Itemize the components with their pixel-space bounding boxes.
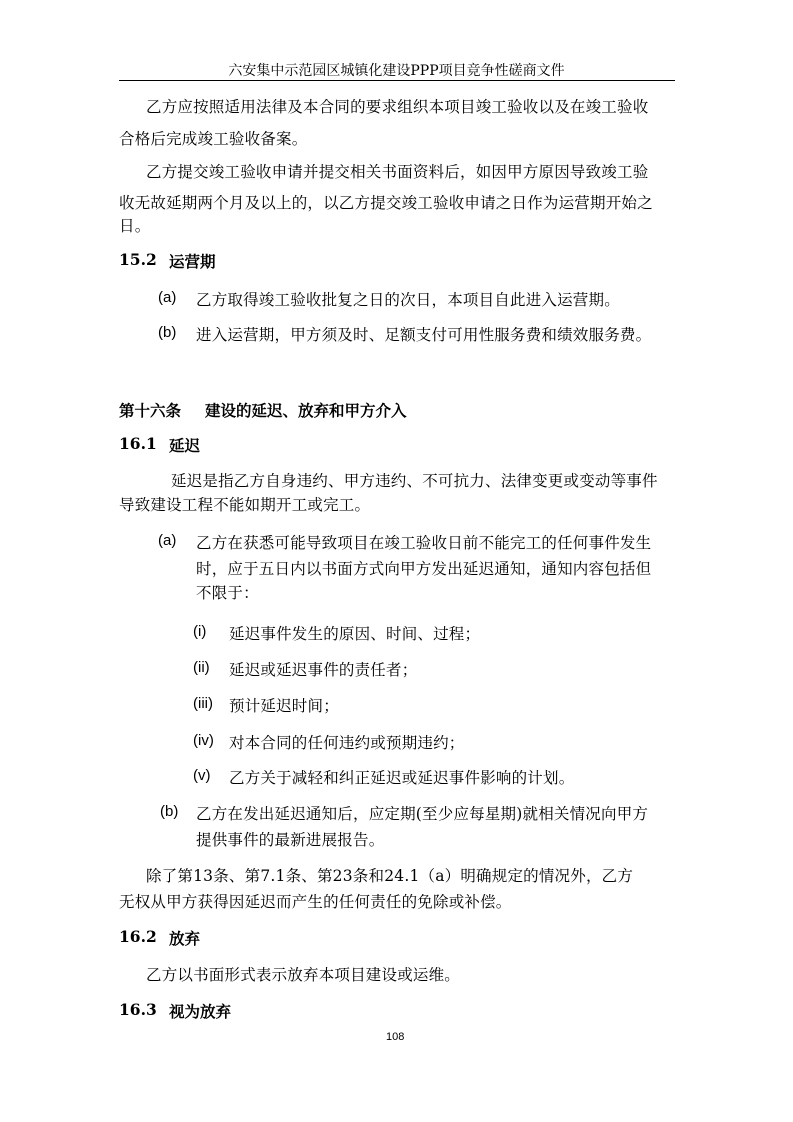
- section-title: 延迟: [169, 436, 201, 455]
- paragraph-line: 日。: [119, 217, 151, 235]
- list-item-text: 进入运营期，甲方须及时、足额支付可用性服务费和绩效服务费。: [196, 326, 652, 344]
- list-item-text: 延迟或延迟事件的责任者；: [229, 661, 418, 679]
- paragraph-line: 合格后完成竣工验收备案。: [119, 130, 308, 148]
- list-item-text: 乙方关于减轻和纠正延迟或延迟事件影响的计划。: [229, 769, 575, 787]
- paragraph-line: 乙方提交竣工验收申请并提交相关书面资料后，如因甲方原因导致竣工验: [146, 163, 649, 181]
- list-label: (iv): [193, 732, 214, 749]
- list-item-text: 提供事件的最新进展报告。: [196, 831, 385, 849]
- article-title: 建设的延迟、放弃和甲方介入: [205, 401, 407, 420]
- paragraph-line: 延迟是指乙方自身违约、甲方违约、不可抗力、法律变更或变动等事件: [171, 472, 658, 490]
- section-title: 放弃: [169, 929, 201, 948]
- paragraph-line: 导致建设工程不能如期开工或完工。: [119, 496, 371, 514]
- paragraph-line: 收无故延期两个月及以上的，以乙方提交竣工验收申请之日作为运营期开始之: [119, 194, 653, 212]
- list-label: (v): [193, 767, 211, 784]
- list-item-text: 预计延迟时间；: [229, 697, 339, 715]
- list-label: (iii): [193, 695, 213, 712]
- section-title: 视为放弃: [169, 1002, 232, 1021]
- section-number: 16.3: [119, 1000, 157, 1019]
- list-item-text: 延迟事件发生的原因、时间、过程；: [229, 625, 481, 643]
- section-number: 16.1: [119, 434, 157, 453]
- list-item-text: 对本合同的任何违约或预期违约；: [229, 734, 465, 752]
- page-number: 108: [386, 1031, 405, 1043]
- list-item-text: 乙方取得竣工验收批复之日的次日，本项目自此进入运营期。: [196, 291, 620, 309]
- list-item-text: 不限于：: [196, 584, 259, 602]
- article-number: 第十六条: [119, 401, 182, 420]
- paragraph-line: 乙方应按照适用法律及本合同的要求组织本项目竣工验收以及在竣工验收: [146, 98, 649, 116]
- paragraph-line: 乙方以书面形式表示放弃本项目建设或运维。: [146, 966, 461, 984]
- list-label: (a): [158, 289, 177, 306]
- list-label: (a): [158, 532, 177, 549]
- section-title: 运营期: [169, 252, 216, 271]
- section-number: 16.2: [119, 927, 157, 946]
- list-label: (ii): [193, 659, 210, 676]
- list-item-text: 时，应于五日内以书面方式向甲方发出延迟通知，通知内容包括但: [196, 560, 652, 578]
- list-label: (i): [193, 623, 207, 640]
- list-label: (b): [160, 803, 179, 820]
- list-item-text: 乙方在发出延迟通知后，应定期(至少应每星期)就相关情况向甲方: [196, 805, 649, 823]
- list-label: (b): [158, 324, 177, 341]
- page-header-title: 六安集中示范园区城镇化建设PPP项目竞争性磋商文件: [228, 63, 565, 79]
- paragraph-line: 无权从甲方获得因延迟而产生的任何责任的免除或补偿。: [119, 893, 512, 911]
- section-number: 15.2: [119, 250, 157, 269]
- paragraph-line: 除了第13条、第7.1条、第23条和24.1（a）明确规定的情况外，乙方: [146, 867, 634, 885]
- header-divider: [119, 80, 675, 81]
- list-item-text: 乙方在获悉可能导致项目在竣工验收日前不能完工的任何事件发生: [196, 534, 652, 552]
